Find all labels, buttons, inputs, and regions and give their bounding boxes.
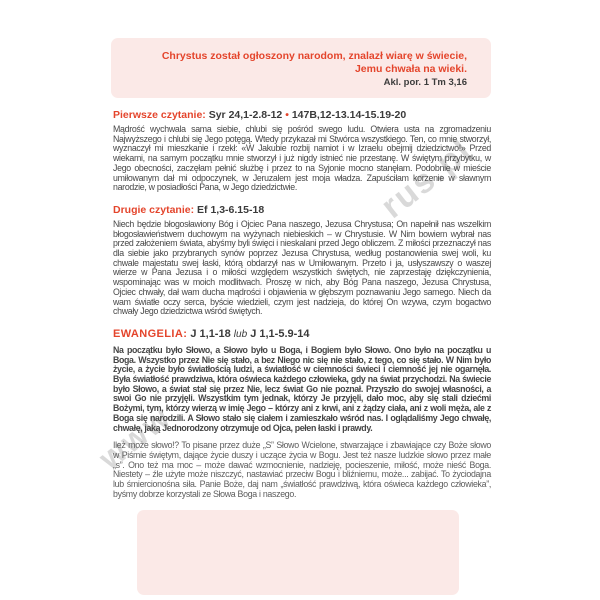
acclamation-box — [111, 38, 491, 98]
first-reading-refs: Syr 24,1-2.8-12 — [208, 109, 283, 121]
first-reading-psalm-refs: 147B,12-13.14-15.19-20 — [291, 109, 407, 121]
refs-separator-bullet: • — [285, 109, 289, 121]
second-reading-refs: Ef 1,3-6.15-18 — [197, 203, 265, 216]
first-reading-text: Mądrość wychwala sama siebie, chlubi się pośród swego ludu. Otwiera usta na zgromadzeniu Najwyższego i chlubi się Jego potęgą. Wtedy przykazał mi Stwórca wszystkiego. Ten, co mnie stworzył, wyznaczył mi mieszkanie i rzekł: «W Jakubie rozbij namiot i w Izraelu obejmij dziedzictwo!» Przed wiekami, na samym początku mnie stworzył i już nigdy istnieć nie przestanę. W świętym przybytku, w Jego obecności, zaczęłam pełnić służbę i przez to na Syjonie mocno stanęłam. Podobnie w mieście umiłowanym dał mi odpoczynek, w Jeruzalem jest moja władza. Zapuściłam korzenie w sławnym narodzie, w posiadłości Pana, w Jego dziedzictwie. — [113, 124, 491, 193]
acclamation-source: Akl. por. 1 Tm 3,16 — [383, 77, 467, 88]
second-reading-label: Drugie czytanie: — [113, 203, 195, 216]
watermark-fragment-left: www — [92, 398, 178, 477]
commentary-text: Ileż może słowo!? To pisane przez duże „S” Słowo Wcielone, stwarzające i zbawiające czy Boże słowo w Piśmie świętym, dające życie duszy i uczące życia w Bogu. Jest też nasze ludzkie słowo przez małe „s”. Ono też ma moc – może dawać wzmocnienie, nadzieję, pocieszenie, miłość, może nieść Boga. Niestety – źle użyte może niszczyć, nastawiać przeciw Bogu i bliźniemu, może... zabijać. To życiodajna lub śmiercionośna siła. Panie Boże, daj nam „światłość prawdziwą, która oświeca każdego człowieka”, byśmy dobrze korzystali ze Słowa Boga i naszego. — [113, 440, 491, 499]
acclamation-line1: Chrystus został ogłoszony narodom, znalazł wiarę w świecie, — [161, 50, 467, 62]
gospel-refs-conjunction: lub — [233, 328, 248, 340]
first-reading-heading — [113, 109, 491, 121]
gospel-heading — [113, 328, 491, 341]
leaflet-content — [111, 38, 491, 595]
second-reading-heading — [113, 204, 491, 216]
empty-notes-box — [137, 510, 459, 595]
gospel-refs-b: J 1,1-5.9-14 — [250, 327, 310, 340]
gospel-label: EWANGELIA: — [113, 327, 188, 340]
second-reading-text: Niech będzie błogosławiony Bóg i Ojciec Pana naszego, Jezusa Chrystusa; On napełnił nas wszelkim błogosławieństwem duchowym na wyżynach niebieskich – w Chrystusie. W Nim bowiem wybrał nas przed założeniem świata, abyśmy byli święci i nieskalani przed Jego obliczem. Z miłości przeznaczył nas dla siebie jako przybranych synów poprzez Jezusa Chrystusa, według postanowienia swej woli, ku chwale majestatu swej łaski, którą obdarzył nas w Umiłowanym. Przeto i ja, usłyszawszy o waszej wierze w Pana Jezusa i o miłości względem wszystkich świętych, nie zaprzestaję dziękczynienia, wspominając was w moich modlitwach. Proszę w nich, aby Bóg Pana naszego, Jezusa Chrystusa, Ojciec chwały, dał wam ducha mądrości i objawienia w głębszym poznawaniu Jego samego. Niech da wam światłe oczy serca, byście wiedzieli, czym jest nadzieja, do której On wzywa, czym bogactwo chwały Jego dziedzictwa wśród świętych. — [113, 218, 491, 317]
watermark-fragment-right: rus.pl — [374, 131, 480, 226]
first-reading-label: Pierwsze czytanie: — [113, 109, 206, 121]
gospel-refs-a: J 1,1-18 — [190, 327, 231, 340]
acclamation-line2: Jemu chwała na wieki. — [354, 62, 467, 75]
gospel-text: Na początku było Słowo, a Słowo było u Boga, i Bogiem było Słowo. Ono było na początku u Boga. Wszystko przez Nie się stało, a bez Niego nic się nie stało, z tego, co się stało. W Nim było życie, a życie było światłością ludzi, a światłość w ciemności świeci i ciemność jej nie ogarnęła. Była światłość prawdziwa, która oświeca każdego człowieka, gdy na świat przychodzi. Na świecie było Słowo, a świat stał się przez Nie, lecz świat Go nie poznał. Przyszło do swojej własności, a swoi Go nie przyjęli. Wszystkim tym jednak, którzy Je przyjęli, dało moc, aby się stali dziećmi Bożymi, tym, którzy wierzą w imię Jego – którzy ani z krwi, ani z żądzy ciała, ani z woli męża, ale z Boga się narodzili. A Słowo stało się ciałem i zamieszkało wśród nas. I oglądaliśmy Jego chwałę, chwałę, jaką Jednorodzony otrzymuje od Ojca, pełen łaski i prawdy. — [113, 344, 491, 433]
